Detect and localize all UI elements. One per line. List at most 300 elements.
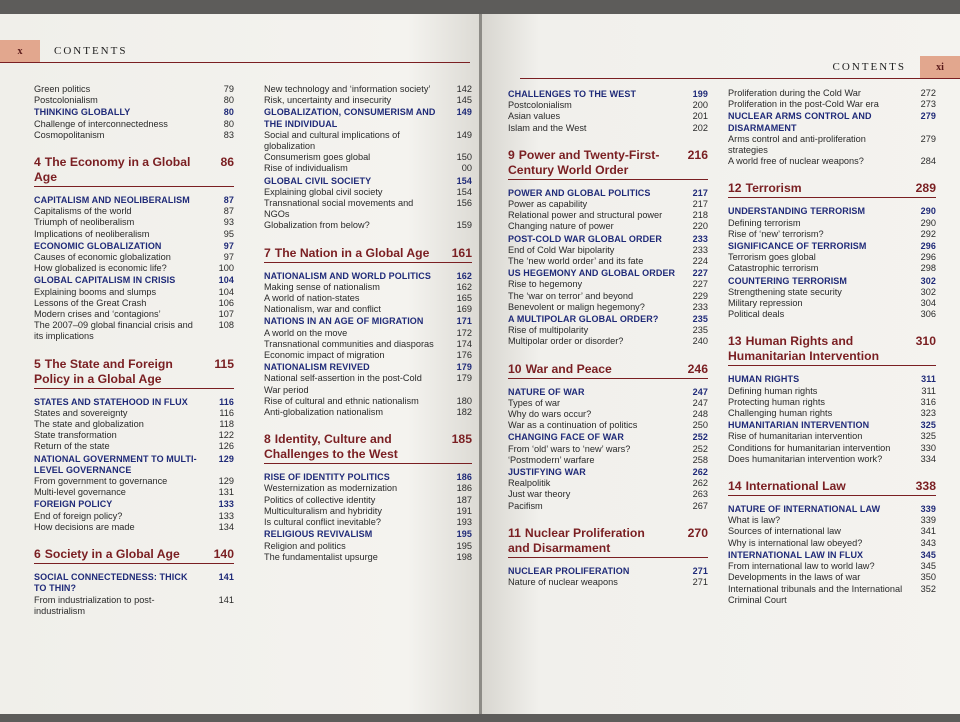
chapter-number: 6 [34,547,41,562]
toc-page-number: 193 [456,517,472,528]
toc-page-number: 126 [218,441,234,452]
toc-page-number: 350 [920,572,936,583]
toc-page-number: 87 [223,195,234,206]
toc-entry [728,309,936,320]
toc-title [264,246,438,261]
toc-chapter [508,362,708,379]
toc-title: ‘Postmodern’ warfare [508,454,595,465]
toc-section [34,275,234,286]
toc-section [728,374,936,385]
toc-page-number: 87 [223,206,234,217]
toc-page-number: 325 [920,431,936,442]
toc-page-number: 199 [692,89,708,99]
toc-page-number: 179 [456,362,472,373]
toc-title: Explaining global civil society [264,186,383,197]
toc-chapter [264,246,472,263]
toc-title: Anti-globalization nationalism [264,407,383,418]
toc-page-number: 186 [456,472,472,483]
toc-entry [508,279,708,290]
toc-title: Does humanitarian intervention work? [728,453,883,464]
toc-page-number: 345 [920,549,936,560]
toc-title: Just war theory [508,489,571,500]
toc-title: SOCIAL CONNECTEDNESS: THICK TO THIN? [34,572,188,594]
toc-title: Rise of humanitarian intervention [728,431,863,442]
toc-title: Challenge of interconnectedness [34,118,168,129]
toc-entry [264,483,472,494]
running-title: CONTENTS [54,45,128,57]
toc-entry [34,287,234,298]
toc-page-number: 142 [456,84,472,94]
toc-page-number: 298 [920,263,936,274]
toc-title: End of Cold War bipolarity [508,244,615,255]
toc-title: STATES AND STATEHOOD IN FLUX [34,396,188,407]
toc-title: Risk, uncertainty and insecurity [264,95,392,106]
toc-entry [508,291,708,302]
toc-entry [508,420,708,431]
toc-entry [264,163,472,174]
toc-entry [264,541,472,552]
toc-entry [34,84,234,95]
right-page [482,14,960,714]
toc-entry [728,229,936,240]
toc-entry [34,119,234,130]
toc-page-number: 235 [692,314,708,325]
toc-title [508,362,674,377]
toc-title: End of foreign policy? [34,510,123,521]
page-number: xi [920,56,960,78]
toc-page-number: 306 [920,309,936,320]
chapter-title: Terrorism [745,181,802,196]
toc-title: Is cultural conflict inevitable? [264,517,381,528]
toc-page-number: 279 [920,133,936,144]
toc-page-number: 258 [692,454,708,465]
toc-title: From government to governance [34,476,168,487]
toc-entry [264,84,472,95]
toc-page-number: 97 [223,240,234,251]
toc-section [34,454,234,476]
toc-page-number: 233 [692,301,708,312]
toc-section [34,241,234,252]
toc-entry [508,221,708,232]
toc-title: CHANGING FACE OF WAR [508,432,624,443]
toc-page-number: 141 [218,594,234,605]
toc-title: Proliferation in the post-Cold War era [728,99,879,110]
toc-page-number: 191 [456,505,472,516]
chapter-number: 13 [728,334,742,349]
toc-section [34,572,234,594]
toc-page-number: 169 [456,304,472,315]
toc-page-number: 220 [692,221,708,232]
toc-entry [34,95,234,106]
toc-title: From ‘old’ wars to ‘new’ wars? [508,443,631,454]
toc-entry [508,325,708,336]
toc-entry [34,217,234,228]
toc-title: HUMANITARIAN INTERVENTION [728,420,870,431]
toc-entry [728,584,936,606]
toc-title: Explaining booms and slumps [34,286,157,297]
toc-section [264,107,472,129]
toc-page-number: 104 [218,275,234,286]
toc-title: Economic impact of migration [264,350,385,361]
toc-page-number: 80 [223,95,234,106]
toc-title: NATIONS IN AN AGE OF MIGRATION [264,316,424,327]
toc-chapter [264,432,472,464]
toc-entry [508,199,708,210]
toc-page-number: 149 [456,129,472,140]
toc-page-number: 195 [456,529,472,540]
toc-section [508,387,708,398]
toc-entry [728,443,936,454]
chapter-number: 4 [34,155,41,170]
toc-page-number: 133 [218,510,234,521]
toc-title: Causes of economic globalization [34,252,171,263]
toc-page-number: 116 [219,396,234,407]
toc-entry [508,455,708,466]
toc-entry [728,156,936,167]
toc-entry [728,538,936,549]
toc-title: Transnational communities and diasporas [264,338,434,349]
toc-page-number: 217 [692,199,708,210]
toc-page-number: 200 [692,100,708,111]
toc-entry [508,302,708,313]
toc-title: The fundamentalist upsurge [264,551,378,562]
toc-page-number: 171 [456,316,472,327]
toc-entry [508,398,708,409]
toc-title: NATURE OF WAR [508,386,585,397]
toc-entry [34,511,234,522]
toc-page-number: 100 [218,263,234,274]
toc-page-number: 83 [223,129,234,140]
chapter-title: The Nation in a Global Age [274,245,430,260]
page-number: x [0,40,40,62]
toc-page-number: 262 [692,467,708,478]
toc-entry [508,409,708,420]
toc-title: War as a continuation of politics [508,420,638,431]
toc-title: Types of war [508,397,561,408]
toc-title: The 2007–09 global financial crisis and its implications [34,320,193,342]
toc-page-number: 115 [214,356,234,371]
toc-entry [264,350,472,361]
toc-title: Strengthening state security [728,286,842,297]
toc-entry [34,522,234,533]
running-head-right [520,56,960,79]
toc-entry [508,501,708,512]
toc-title: How decisions are made [34,521,135,532]
toc-page-number: 134 [218,521,234,532]
toc-page-number: 339 [920,504,936,515]
toc-page-number: 97 [223,252,234,263]
toc-title: Benevolent or malign hegemony? [508,301,645,312]
toc-section [508,268,708,279]
toc-page-number: 140 [213,547,234,562]
toc-title: Defining human rights [728,385,818,396]
toc-page-number: 154 [456,186,472,197]
toc-title: ECONOMIC GLOBALIZATION [34,240,162,251]
toc-page-number: 159 [456,220,472,231]
toc-title: Rise to hegemony [508,279,583,290]
toc-title [728,181,902,196]
toc-section [508,566,708,577]
toc-entry [728,252,936,263]
toc-entry [508,245,708,256]
toc-title: POST-COLD WAR GLOBAL ORDER [508,233,662,244]
toc-page-number: 262 [692,478,708,489]
chapter-title: Power and Twenty-First-Century World Order [508,147,660,177]
toc-page-number: 95 [223,228,234,239]
toc-title: Rise of multipolarity [508,325,589,336]
toc-page-number: 227 [692,279,708,290]
toc-entry [508,336,708,347]
toc-entry [728,386,936,397]
toc-entry [728,431,936,442]
toc-page-number: 80 [223,118,234,129]
toc-title: Green politics [34,84,91,94]
toc-title: Lessons of the Great Crash [34,297,147,308]
toc-entry [264,396,472,407]
toc-title: Multipolar order or disorder? [508,336,624,347]
toc-entry [508,444,708,455]
toc-entry [34,229,234,240]
toc-page-number: 310 [915,334,936,349]
toc-title: Catastrophic terrorism [728,263,819,274]
toc-page-number: 273 [920,99,936,110]
toc-entry [728,298,936,309]
toc-chapter [728,181,936,198]
toc-title: CHALLENGES TO THE WEST [508,89,637,99]
chapter-number: 9 [508,147,515,162]
toc-title: Triumph of neoliberalism [34,217,135,228]
toc-title: US HEGEMONY AND GLOBAL ORDER [508,268,676,279]
toc-chapter [508,148,708,180]
toc-page-number: 289 [915,181,936,196]
toc-title [34,155,200,185]
toc-title: From industrialization to post-industrialism [34,594,155,616]
toc-page-number: 180 [456,395,472,406]
toc-page-number: 107 [218,309,234,320]
toc-title: States and sovereignty [34,407,128,418]
toc-title [508,526,674,556]
chapter-number: 12 [728,181,742,196]
toc-section [728,276,936,287]
toc-title: Asian values [508,111,561,122]
toc-page-number: 182 [456,407,472,418]
toc-chapter [728,479,936,496]
chapter-title: The Economy in a Global Age [34,155,191,185]
toc-page-number: 198 [456,551,472,562]
toc-section [508,314,708,325]
toc-title [728,479,902,494]
toc-entry [264,339,472,350]
chapter-title: Identity, Culture and Challenges to the West [264,432,398,462]
toc-page-number: 165 [456,293,472,304]
toc-title: RISE OF IDENTITY POLITICS [264,472,390,483]
toc-title: Nationalism, war and conflict [264,304,381,315]
toc-title: Consumerism goes global [264,152,371,163]
running-head-left [0,40,470,63]
toc-title: Globalization from below? [264,220,370,231]
toc-title: JUSTIFYING WAR [508,467,586,478]
toc-title: Modern crises and ‘contagions’ [34,309,161,320]
toc-page-number: 172 [456,327,472,338]
toc-entry [728,99,936,110]
toc-title: State transformation [34,430,117,441]
toc-title: Implications of neoliberalism [34,228,150,239]
toc-section [508,467,708,478]
toc-entry [34,263,234,274]
toc-title: Defining terrorism [728,217,801,228]
toc-entry [34,206,234,217]
chapter-title: The State and Foreign Policy in a Global Age [34,356,173,386]
toc-page-number: 145 [456,95,472,106]
toc-entry [264,95,472,106]
toc-page-number: 122 [218,430,234,441]
toc-entry [728,397,936,408]
toc-entry [264,552,472,563]
toc-entry [508,489,708,500]
toc-entry [264,328,472,339]
toc-page-number: 00 [461,163,472,174]
toc-page-number: 154 [456,175,472,186]
toc-title: Why do wars occur? [508,409,592,420]
toc-section [264,472,472,483]
toc-page-number: 316 [920,396,936,407]
running-title: CONTENTS [832,61,906,73]
toc-entry [264,187,472,198]
toc-page-number: 150 [456,152,472,163]
toc-page-number: 271 [692,577,708,588]
toc-page-number: 93 [223,217,234,228]
toc-page-number: 187 [456,494,472,505]
toc-page-number: 217 [692,187,708,198]
toc-entry [728,526,936,537]
toc-title: Rise of cultural and ethnic nationalism [264,395,419,406]
toc-title: COUNTERING TERRORISM [728,275,847,286]
toc-page-number: 174 [456,338,472,349]
toc-title [508,148,674,178]
toc-section [508,432,708,443]
toc-title [34,357,200,387]
toc-title [264,432,438,462]
chapter-title: International Law [745,479,846,494]
toc-page-number: 296 [920,252,936,263]
toc-title: Political deals [728,309,785,320]
toc-page-number: 267 [692,500,708,511]
toc-entry [34,419,234,430]
toc-page-number: 334 [920,453,936,464]
toc-entry [508,123,708,134]
toc-entry [34,487,234,498]
toc-entry [264,130,472,152]
toc-title: Islam and the West [508,122,587,133]
toc-title: From international law to world law? [728,561,875,572]
toc-title: Power as capability [508,199,588,210]
toc-entry [264,373,472,395]
toc-title: Making sense of nationalism [264,281,380,292]
toc-page-number: 339 [920,515,936,526]
toc-title: Capitalisms of the world [34,206,132,217]
chapter-title: Nuclear Proliferation and Disarmament [508,525,645,555]
toc-page-number: 272 [920,88,936,98]
toc-page-number: 79 [223,84,234,94]
toc-title: Return of the state [34,441,110,452]
toc-entry [508,256,708,267]
toc-title: Postcolonialism [508,100,572,111]
toc-page-number: 131 [218,487,234,498]
toc-page-number: 270 [687,525,708,540]
toc-title: New technology and ‘information society’ [264,84,431,94]
toc-page-number: 343 [920,537,936,548]
toc-page-number: 311 [921,374,936,385]
toc-title: UNDERSTANDING TERRORISM [728,206,866,217]
chapter-title: Society in a Global Age [44,547,180,562]
toc-entry [264,293,472,304]
toc-entry [264,506,472,517]
toc-page-number: 271 [692,565,708,576]
toc-entry [728,134,936,156]
toc-title: Transnational social movements and NGOs [264,198,414,220]
toc-page-number: 218 [692,210,708,221]
toc-page-number: 290 [920,217,936,228]
toc-entry [728,561,936,572]
toc-page-number: 129 [218,453,234,464]
toc-section [728,504,936,515]
toc-section [264,316,472,327]
toc-section [34,195,234,206]
toc-page-number: 290 [920,206,936,217]
toc-page-number: 352 [920,583,936,594]
toc-title: Westernization as modernization [264,483,398,494]
toc-title: Sources of international law [728,526,841,537]
toc-section [728,206,936,217]
toc-entry [508,577,708,588]
toc-page-number: 292 [920,228,936,239]
toc-entry [728,408,936,419]
toc-page-number: 233 [692,233,708,244]
toc-entry [34,595,234,617]
toc-entry [34,320,234,342]
chapter-number: 7 [264,245,271,260]
toc-title: National self-assertion in the post-Cold War period [264,373,422,395]
toc-title: Postcolonialism [34,95,98,106]
toc-page-number: 176 [456,350,472,361]
toc-page-number: 161 [451,245,472,260]
toc-section [264,529,472,540]
toc-title: Developments in the laws of war [728,572,861,583]
toc-page-number: 118 [219,419,234,430]
toc-page-number: 302 [920,275,936,286]
toc-chapter [34,547,234,564]
toc-title: Rise of ‘new’ terrorism? [728,228,824,239]
toc-title: INTERNATIONAL LAW IN FLUX [728,549,864,560]
toc-title: International tribunals and the International Criminal Court [728,583,903,605]
toc-page-number: 233 [692,244,708,255]
toc-section [34,397,234,408]
toc-title: Changing nature of power [508,221,614,232]
toc-column [508,88,708,588]
chapter-title: Human Rights and Humanitarian Intervention [728,334,880,364]
toc-page-number: 116 [219,407,234,418]
toc-title: The state and globalization [34,419,144,430]
toc-title: The ‘war on terror’ and beyond [508,290,634,301]
toc-title: NATURE OF INTERNATIONAL LAW [728,504,881,515]
toc-page-number: 195 [456,540,472,551]
toc-page-number: 240 [692,336,708,347]
toc-page-number: 248 [692,409,708,420]
toc-page-number: 216 [687,147,708,162]
toc-page-number: 323 [920,408,936,419]
toc-page-number: 250 [692,420,708,431]
chapter-title: War and Peace [525,361,612,376]
